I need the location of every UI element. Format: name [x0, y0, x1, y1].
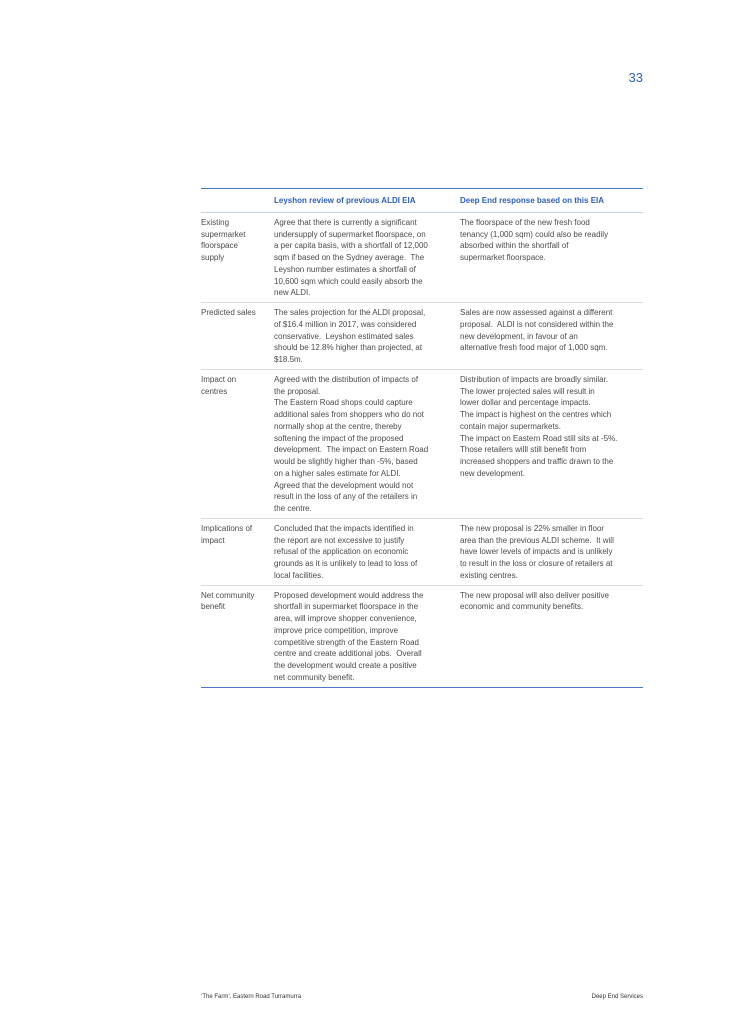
row-deep-end-text: Distribution of impacts are broadly similar. The lower projected sales will result in lower dollar and percentage impacts. The impact is highest on the centres which contain major supermarkets. The impact on Eastern Road still sits at -5%. Those retailers willl still benefit from increased shoppers and traffic drawn to the new development.	[460, 374, 618, 478]
row-deep-end-text: The floorspace of the new fresh food tenancy (1,000 sqm) could also be readily absorbed within the shortfall of supermarket floorspace.	[460, 217, 609, 262]
row-deep-end-text: The new proposal is 22% smaller in floor area than the previous ALDI scheme. It will have lower levels of impacts and is unlikely to result in the loss or closure of retailers at existing centres.	[460, 523, 614, 580]
row-leyshon-text: Proposed development would address the shortfall in supermarket floorspace in the area, will improve shopper convenience, improve price competition, improve competitive strength of the Eastern Road centre and create additional jobs. Overall the development would create a positive net community benefit.	[274, 590, 424, 682]
row-topic: Existing supermarket floorspace supply	[201, 217, 246, 262]
table-header-row	[201, 189, 643, 212]
row-leyshon-text: The sales projection for the ALDI proposal, of $16.4 million in 2017, was considered conservative. Leyshon estimated sales should be 12.8% higher than projected, at $18.5m.	[274, 308, 426, 364]
row-deep-end-text: The new proposal will also deliver positive economic and community benefits.	[460, 590, 609, 612]
row-leyshon-text: Agreed with the distribution of impacts of the proposal. The Eastern Road shops could capture additional sales from shoppers who do not normally shop at the centre, thereby softening the impact of the proposed development. The impact on Eastern Road would be slightly higher than -5%, based on a higher sales estimate for ALDI. Agreed that the development would not result in the loss of any of the retailers in the centre.	[274, 374, 429, 513]
header-leyshon-review: Leyshon review of previous ALDI EIA	[274, 196, 416, 205]
comparison-table	[201, 188, 643, 688]
header-deep-end-response: Deep End response based on this EIA	[460, 196, 605, 205]
row-topic: Net community benefit	[201, 590, 255, 612]
table-row	[201, 212, 643, 302]
table-row	[201, 585, 643, 687]
table-row	[201, 518, 643, 585]
footer-document-title: ‘The Farm’, Eastern Road Turramurra	[201, 994, 302, 1000]
footer-company-name: Deep End Services	[591, 994, 643, 1000]
page-number: 33	[628, 70, 643, 85]
row-leyshon-text: Concluded that the impacts identified in the report are not excessive to justify refusal of the application on economic grounds as it is unlikely to lead to loss of local facilities.	[274, 523, 418, 580]
row-topic: Impact on centres	[201, 374, 237, 396]
row-topic: Implications of impact	[201, 523, 253, 545]
row-topic: Predicted sales	[201, 308, 256, 317]
row-deep-end-text: Sales are now assessed against a different proposal. ALDI is not considered within the new development, in favour of an alternative fresh food major of 1,000 sqm.	[460, 308, 614, 353]
row-leyshon-text: Agree that there is currently a significant undersupply of supermarket floorspace, on a per capita basis, with a shortfall of 12,000 sqm if based on the Sydney average. The Leyshon number estimates a shortfall of 10,600 sqm which could easily absorb the new ALDI.	[274, 217, 428, 298]
table-row	[201, 302, 643, 369]
header-topic	[201, 189, 274, 212]
table-row	[201, 369, 643, 518]
